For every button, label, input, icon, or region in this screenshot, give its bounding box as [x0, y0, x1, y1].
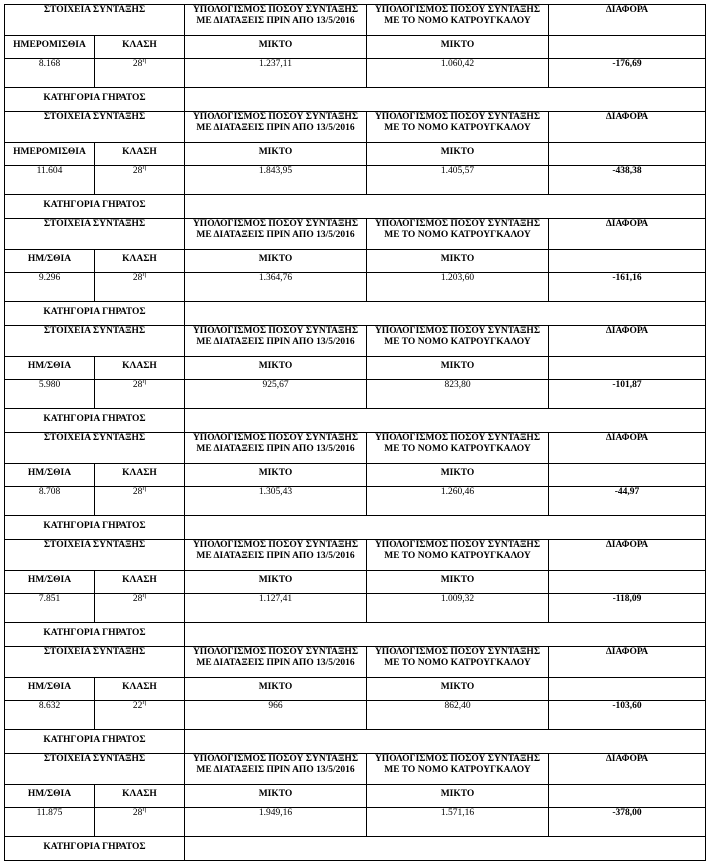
- class-label: ΚΛΑΣΗ: [122, 468, 157, 478]
- category-label: ΚΑΤΗΓΟΡΙΑ ΓΗΡΑΤΟΣ: [43, 842, 146, 852]
- calc-katrougkalos-header: [367, 754, 549, 785]
- diafora-header: [549, 540, 706, 571]
- difference-number: -44,97: [614, 487, 640, 497]
- category-empty-cell: [185, 516, 706, 540]
- wage-days-header: [5, 250, 95, 273]
- amount-before-value: [185, 808, 367, 837]
- wage-days-label: ΗΜ/ΣΘΙΑ: [27, 575, 72, 585]
- amount-before-number: 1.364,76: [258, 273, 293, 283]
- calc-katrougkalos-label: ΥΠΟΛΟΓΙΣΜΟΣ ΠΟΣΟΥ ΣΥΝΤΑΞΗΣ ΜΕ ΤΟ ΝΟΜΟ ΚΑΤΡΟΥΓΚΑΛΟΥ: [374, 754, 541, 775]
- calc-katrougkalos-header: [367, 540, 549, 571]
- difference-value: [549, 273, 706, 302]
- category-label: ΚΑΤΗΓΟΡΙΑ ΓΗΡΑΤΟΣ: [43, 628, 146, 638]
- block-subheader-row: [5, 571, 706, 594]
- wage-days-value: [5, 166, 95, 195]
- difference-value: [549, 487, 706, 516]
- category-empty-cell: [185, 730, 706, 754]
- stoixeia-syntaxis-header: [5, 326, 185, 357]
- class-value: [95, 166, 185, 195]
- block-header-row: [5, 433, 706, 464]
- empty-cell: [549, 357, 706, 380]
- wage-days-value: [5, 273, 95, 302]
- calc-katrougkalos-header: [367, 112, 549, 143]
- block-values-row: [5, 701, 706, 730]
- wage-days-header: [5, 785, 95, 808]
- block-subheader-row: [5, 250, 706, 273]
- mikto-after-label: ΜΙΚΤΟ: [440, 254, 475, 264]
- amount-before-value: [185, 380, 367, 409]
- category-label: ΚΑΤΗΓΟΡΙΑ ΓΗΡΑΤΟΣ: [43, 200, 146, 210]
- mikto-before-header: [185, 464, 367, 487]
- category-label: ΚΑΤΗΓΟΡΙΑ ΓΗΡΑΤΟΣ: [43, 93, 146, 103]
- block-subheader-row: [5, 143, 706, 166]
- calc-before-label: ΥΠΟΛΟΓΙΣΜΟΣ ΠΟΣΟΥ ΣΥΝΤΑΞΗΣ ΜΕ ΔΙΑΤΑΞΕΙΣ ΠΡΙΝ ΑΠΟ 13/5/2016: [192, 219, 359, 240]
- difference-value: [549, 59, 706, 88]
- wage-days-label: ΗΜΕΡΟΜΙΣΘΙΑ: [13, 147, 86, 157]
- amount-before-number: 966: [268, 701, 283, 711]
- stoixeia-syntaxis-label: ΣΤΟΙΧΕΙΑ ΣΥΝΤΑΞΗΣ: [43, 647, 146, 657]
- wage-days-number: 11.604: [36, 166, 63, 176]
- stoixeia-syntaxis-header: [5, 433, 185, 464]
- class-number: 22: [132, 701, 143, 711]
- wage-days-header: [5, 464, 95, 487]
- stoixeia-syntaxis-label: ΣΤΟΙΧΕΙΑ ΣΥΝΤΑΞΗΣ: [43, 112, 146, 122]
- empty-cell: [549, 143, 706, 166]
- category-label-cell: [5, 623, 185, 647]
- difference-value: [549, 701, 706, 730]
- block-subheader-row: [5, 464, 706, 487]
- wage-days-label: ΗΜ/ΣΘΙΑ: [27, 361, 72, 371]
- calc-katrougkalos-label: ΥΠΟΛΟΓΙΣΜΟΣ ΠΟΣΟΥ ΣΥΝΤΑΞΗΣ ΜΕ ΤΟ ΝΟΜΟ ΚΑΤΡΟΥΓΚΑΛΟΥ: [374, 112, 541, 133]
- wage-days-value: [5, 59, 95, 88]
- amount-before-value: [185, 487, 367, 516]
- class-label: ΚΛΑΣΗ: [122, 254, 157, 264]
- wage-days-number: 5.980: [38, 380, 61, 390]
- mikto-after-header: [367, 250, 549, 273]
- block-values-row: [5, 808, 706, 837]
- calc-before-header: [185, 112, 367, 143]
- category-empty-cell: [185, 837, 706, 861]
- amount-after-number: 862,40: [444, 701, 471, 711]
- class-ordinal-suffix: η: [142, 379, 147, 385]
- calc-before-label: ΥΠΟΛΟΓΙΣΜΟΣ ΠΟΣΟΥ ΣΥΝΤΑΞΗΣ ΜΕ ΔΙΑΤΑΞΕΙΣ ΠΡΙΝ ΑΠΟ 13/5/2016: [192, 540, 359, 561]
- mikto-before-header: [185, 250, 367, 273]
- difference-number: -378,00: [612, 808, 642, 818]
- difference-number: -161,16: [612, 273, 642, 283]
- amount-after-value: [367, 487, 549, 516]
- difference-number: -101,87: [612, 380, 642, 390]
- class-label: ΚΛΑΣΗ: [122, 789, 157, 799]
- class-number: 28: [132, 380, 143, 390]
- calc-katrougkalos-label: ΥΠΟΛΟΓΙΣΜΟΣ ΠΟΣΟΥ ΣΥΝΤΑΞΗΣ ΜΕ ΤΟ ΝΟΜΟ ΚΑΤΡΟΥΓΚΑΛΟΥ: [374, 219, 541, 240]
- calc-before-header: [185, 540, 367, 571]
- amount-before-value: [185, 273, 367, 302]
- wage-days-number: 11.875: [36, 808, 63, 818]
- amount-after-value: [367, 701, 549, 730]
- block-values-row: [5, 380, 706, 409]
- stoixeia-syntaxis-label: ΣΤΟΙΧΕΙΑ ΣΥΝΤΑΞΗΣ: [43, 5, 146, 15]
- category-label-cell: [5, 730, 185, 754]
- calc-before-label: ΥΠΟΛΟΓΙΣΜΟΣ ΠΟΣΟΥ ΣΥΝΤΑΞΗΣ ΜΕ ΔΙΑΤΑΞΕΙΣ ΠΡΙΝ ΑΠΟ 13/5/2016: [192, 433, 359, 454]
- class-label: ΚΛΑΣΗ: [122, 147, 157, 157]
- diafora-header: [549, 326, 706, 357]
- difference-number: -103,60: [612, 701, 642, 711]
- mikto-after-label: ΜΙΚΤΟ: [440, 361, 475, 371]
- category-label: ΚΑΤΗΓΟΡΙΑ ΓΗΡΑΤΟΣ: [43, 735, 146, 745]
- mikto-after-label: ΜΙΚΤΟ: [440, 575, 475, 585]
- calc-katrougkalos-label: ΥΠΟΛΟΓΙΣΜΟΣ ΠΟΣΟΥ ΣΥΝΤΑΞΗΣ ΜΕ ΤΟ ΝΟΜΟ ΚΑΤΡΟΥΓΚΑΛΟΥ: [374, 5, 541, 26]
- class-number: 28: [132, 487, 143, 497]
- amount-after-value: [367, 166, 549, 195]
- stoixeia-syntaxis-label: ΣΤΟΙΧΕΙΑ ΣΥΝΤΑΞΗΣ: [43, 326, 146, 336]
- mikto-before-label: ΜΙΚΤΟ: [258, 147, 293, 157]
- wage-days-header: [5, 678, 95, 701]
- mikto-before-label: ΜΙΚΤΟ: [258, 575, 293, 585]
- table-body: [5, 5, 706, 861]
- block-category-row: [5, 623, 706, 647]
- amount-before-number: 1.949,16: [258, 808, 293, 818]
- class-number: 28: [132, 166, 143, 176]
- calc-katrougkalos-label: ΥΠΟΛΟΓΙΣΜΟΣ ΠΟΣΟΥ ΣΥΝΤΑΞΗΣ ΜΕ ΤΟ ΝΟΜΟ ΚΑΤΡΟΥΓΚΑΛΟΥ: [374, 326, 541, 347]
- amount-after-value: [367, 380, 549, 409]
- diafora-header: [549, 112, 706, 143]
- class-header: [95, 571, 185, 594]
- category-empty-cell: [185, 302, 706, 326]
- block-subheader-row: [5, 678, 706, 701]
- empty-cell: [549, 678, 706, 701]
- mikto-before-label: ΜΙΚΤΟ: [258, 254, 293, 264]
- category-label-cell: [5, 88, 185, 112]
- amount-after-value: [367, 59, 549, 88]
- diafora-header: [549, 647, 706, 678]
- category-empty-cell: [185, 195, 706, 219]
- stoixeia-syntaxis-label: ΣΤΟΙΧΕΙΑ ΣΥΝΤΑΞΗΣ: [43, 754, 146, 764]
- calc-katrougkalos-label: ΥΠΟΛΟΓΙΣΜΟΣ ΠΟΣΟΥ ΣΥΝΤΑΞΗΣ ΜΕ ΤΟ ΝΟΜΟ ΚΑΤΡΟΥΓΚΑΛΟΥ: [374, 540, 541, 561]
- class-value: [95, 273, 185, 302]
- class-value: [95, 487, 185, 516]
- category-label-cell: [5, 302, 185, 326]
- calc-before-label: ΥΠΟΛΟΓΙΣΜΟΣ ΠΟΣΟΥ ΣΥΝΤΑΞΗΣ ΜΕ ΔΙΑΤΑΞΕΙΣ ΠΡΙΝ ΑΠΟ 13/5/2016: [192, 647, 359, 668]
- block-subheader-row: [5, 36, 706, 59]
- block-category-row: [5, 516, 706, 540]
- class-label: ΚΛΑΣΗ: [122, 361, 157, 371]
- class-number: 28: [132, 273, 143, 283]
- mikto-before-label: ΜΙΚΤΟ: [258, 789, 293, 799]
- amount-before-number: 1.305,43: [258, 487, 293, 497]
- class-number: 28: [132, 808, 143, 818]
- class-header: [95, 36, 185, 59]
- wage-days-header: [5, 143, 95, 166]
- diafora-header: [549, 433, 706, 464]
- difference-number: -118,09: [612, 594, 642, 604]
- difference-value: [549, 808, 706, 837]
- class-label: ΚΛΑΣΗ: [122, 40, 157, 50]
- mikto-after-label: ΜΙΚΤΟ: [440, 789, 475, 799]
- amount-after-number: 1.405,57: [440, 166, 475, 176]
- class-ordinal-suffix: η: [142, 700, 147, 706]
- wage-days-number: 9.296: [38, 273, 61, 283]
- mikto-before-header: [185, 571, 367, 594]
- mikto-before-header: [185, 357, 367, 380]
- mikto-after-header: [367, 571, 549, 594]
- amount-before-number: 1.843,95: [258, 166, 293, 176]
- empty-cell: [549, 785, 706, 808]
- category-label: ΚΑΤΗΓΟΡΙΑ ΓΗΡΑΤΟΣ: [43, 521, 146, 531]
- wage-days-header: [5, 36, 95, 59]
- calc-katrougkalos-header: [367, 219, 549, 250]
- stoixeia-syntaxis-header: [5, 219, 185, 250]
- class-header: [95, 143, 185, 166]
- empty-cell: [549, 36, 706, 59]
- calc-before-label: ΥΠΟΛΟΓΙΣΜΟΣ ΠΟΣΟΥ ΣΥΝΤΑΞΗΣ ΜΕ ΔΙΑΤΑΞΕΙΣ ΠΡΙΝ ΑΠΟ 13/5/2016: [192, 754, 359, 775]
- wage-days-number: 8.168: [38, 59, 61, 69]
- pension-comparison-table: [4, 4, 706, 861]
- mikto-before-label: ΜΙΚΤΟ: [258, 682, 293, 692]
- block-subheader-row: [5, 785, 706, 808]
- amount-after-number: 1.060,42: [440, 59, 475, 69]
- class-ordinal-suffix: η: [142, 486, 147, 492]
- category-label-cell: [5, 409, 185, 433]
- category-label-cell: [5, 837, 185, 861]
- block-category-row: [5, 302, 706, 326]
- block-header-row: [5, 219, 706, 250]
- block-category-row: [5, 409, 706, 433]
- empty-cell: [549, 571, 706, 594]
- wage-days-number: 7.851: [38, 594, 61, 604]
- block-values-row: [5, 273, 706, 302]
- amount-before-value: [185, 166, 367, 195]
- diafora-label: ΔΙΑΦΟΡΑ: [605, 433, 649, 443]
- amount-after-number: 1.571,16: [440, 808, 475, 818]
- diafora-label: ΔΙΑΦΟΡΑ: [605, 5, 649, 15]
- wage-days-label: ΗΜ/ΣΘΙΑ: [27, 468, 72, 478]
- mikto-after-header: [367, 464, 549, 487]
- stoixeia-syntaxis-label: ΣΤΟΙΧΕΙΑ ΣΥΝΤΑΞΗΣ: [43, 219, 146, 229]
- calc-katrougkalos-header: [367, 647, 549, 678]
- block-values-row: [5, 594, 706, 623]
- calc-before-label: ΥΠΟΛΟΓΙΣΜΟΣ ΠΟΣΟΥ ΣΥΝΤΑΞΗΣ ΜΕ ΔΙΑΤΑΞΕΙΣ ΠΡΙΝ ΑΠΟ 13/5/2016: [192, 112, 359, 133]
- wage-days-number: 8.632: [38, 701, 61, 711]
- calc-before-header: [185, 219, 367, 250]
- class-ordinal-suffix: η: [142, 272, 147, 278]
- class-number: 28: [132, 59, 143, 69]
- empty-cell: [549, 464, 706, 487]
- amount-after-number: 1.009,32: [440, 594, 475, 604]
- wage-days-number: 8.708: [38, 487, 61, 497]
- class-ordinal-suffix: η: [142, 807, 147, 813]
- calc-before-label: ΥΠΟΛΟΓΙΣΜΟΣ ΠΟΣΟΥ ΣΥΝΤΑΞΗΣ ΜΕ ΔΙΑΤΑΞΕΙΣ ΠΡΙΝ ΑΠΟ 13/5/2016: [192, 5, 359, 26]
- stoixeia-syntaxis-header: [5, 754, 185, 785]
- calc-before-header: [185, 754, 367, 785]
- category-label-cell: [5, 516, 185, 540]
- class-ordinal-suffix: η: [142, 593, 147, 599]
- class-value: [95, 594, 185, 623]
- calc-katrougkalos-header: [367, 5, 549, 36]
- class-ordinal-suffix: η: [142, 165, 147, 171]
- class-label: ΚΛΑΣΗ: [122, 682, 157, 692]
- mikto-before-header: [185, 36, 367, 59]
- class-value: [95, 59, 185, 88]
- mikto-after-header: [367, 357, 549, 380]
- calc-katrougkalos-label: ΥΠΟΛΟΓΙΣΜΟΣ ΠΟΣΟΥ ΣΥΝΤΑΞΗΣ ΜΕ ΤΟ ΝΟΜΟ ΚΑΤΡΟΥΓΚΑΛΟΥ: [374, 433, 541, 454]
- amount-before-value: [185, 594, 367, 623]
- category-empty-cell: [185, 88, 706, 112]
- class-header: [95, 250, 185, 273]
- mikto-before-header: [185, 143, 367, 166]
- diafora-label: ΔΙΑΦΟΡΑ: [605, 326, 649, 336]
- wage-days-header: [5, 357, 95, 380]
- wage-days-value: [5, 380, 95, 409]
- wage-days-value: [5, 701, 95, 730]
- diafora-header: [549, 219, 706, 250]
- wage-days-label: ΗΜ/ΣΘΙΑ: [27, 254, 72, 264]
- wage-days-header: [5, 571, 95, 594]
- amount-before-number: 925,67: [262, 380, 289, 390]
- diafora-header: [549, 5, 706, 36]
- amount-before-number: 1.237,11: [259, 59, 292, 69]
- calc-before-header: [185, 433, 367, 464]
- block-values-row: [5, 166, 706, 195]
- diafora-label: ΔΙΑΦΟΡΑ: [605, 754, 649, 764]
- difference-number: -438,38: [612, 166, 642, 176]
- category-label: ΚΑΤΗΓΟΡΙΑ ΓΗΡΑΤΟΣ: [43, 307, 146, 317]
- stoixeia-syntaxis-header: [5, 5, 185, 36]
- block-header-row: [5, 5, 706, 36]
- class-ordinal-suffix: η: [142, 58, 147, 64]
- stoixeia-syntaxis-header: [5, 540, 185, 571]
- diafora-header: [549, 754, 706, 785]
- block-header-row: [5, 112, 706, 143]
- amount-after-value: [367, 808, 549, 837]
- class-value: [95, 808, 185, 837]
- amount-after-value: [367, 273, 549, 302]
- mikto-after-header: [367, 678, 549, 701]
- block-header-row: [5, 647, 706, 678]
- wage-days-label: ΗΜ/ΣΘΙΑ: [27, 682, 72, 692]
- category-empty-cell: [185, 623, 706, 647]
- mikto-after-label: ΜΙΚΤΟ: [440, 682, 475, 692]
- block-header-row: [5, 754, 706, 785]
- block-header-row: [5, 326, 706, 357]
- difference-value: [549, 166, 706, 195]
- category-empty-cell: [185, 409, 706, 433]
- mikto-before-header: [185, 785, 367, 808]
- stoixeia-syntaxis-header: [5, 647, 185, 678]
- amount-before-number: 1.127,41: [258, 594, 293, 604]
- diafora-label: ΔΙΑΦΟΡΑ: [605, 647, 649, 657]
- block-category-row: [5, 837, 706, 861]
- mikto-after-header: [367, 785, 549, 808]
- mikto-before-label: ΜΙΚΤΟ: [258, 40, 293, 50]
- calc-before-header: [185, 326, 367, 357]
- class-value: [95, 701, 185, 730]
- stoixeia-syntaxis-label: ΣΤΟΙΧΕΙΑ ΣΥΝΤΑΞΗΣ: [43, 540, 146, 550]
- class-label: ΚΛΑΣΗ: [122, 575, 157, 585]
- block-category-row: [5, 195, 706, 219]
- diafora-label: ΔΙΑΦΟΡΑ: [605, 540, 649, 550]
- amount-before-value: [185, 701, 367, 730]
- block-category-row: [5, 88, 706, 112]
- mikto-after-label: ΜΙΚΤΟ: [440, 468, 475, 478]
- calc-before-header: [185, 5, 367, 36]
- calc-katrougkalos-header: [367, 433, 549, 464]
- amount-before-value: [185, 59, 367, 88]
- calc-before-label: ΥΠΟΛΟΓΙΣΜΟΣ ΠΟΣΟΥ ΣΥΝΤΑΞΗΣ ΜΕ ΔΙΑΤΑΞΕΙΣ ΠΡΙΝ ΑΠΟ 13/5/2016: [192, 326, 359, 347]
- wage-days-value: [5, 487, 95, 516]
- amount-after-number: 823,80: [444, 380, 471, 390]
- class-value: [95, 380, 185, 409]
- difference-value: [549, 380, 706, 409]
- class-header: [95, 785, 185, 808]
- empty-cell: [549, 250, 706, 273]
- wage-days-label: ΗΜΕΡΟΜΙΣΘΙΑ: [13, 40, 86, 50]
- diafora-label: ΔΙΑΦΟΡΑ: [605, 112, 649, 122]
- calc-katrougkalos-header: [367, 326, 549, 357]
- wage-days-value: [5, 808, 95, 837]
- category-label-cell: [5, 195, 185, 219]
- mikto-after-label: ΜΙΚΤΟ: [440, 40, 475, 50]
- amount-after-number: 1.260,46: [440, 487, 475, 497]
- calc-katrougkalos-label: ΥΠΟΛΟΓΙΣΜΟΣ ΠΟΣΟΥ ΣΥΝΤΑΞΗΣ ΜΕ ΤΟ ΝΟΜΟ ΚΑΤΡΟΥΓΚΑΛΟΥ: [374, 647, 541, 668]
- mikto-before-label: ΜΙΚΤΟ: [258, 468, 293, 478]
- mikto-after-header: [367, 36, 549, 59]
- block-header-row: [5, 540, 706, 571]
- class-header: [95, 357, 185, 380]
- amount-after-value: [367, 594, 549, 623]
- class-number: 28: [132, 594, 143, 604]
- calc-before-header: [185, 647, 367, 678]
- stoixeia-syntaxis-label: ΣΤΟΙΧΕΙΑ ΣΥΝΤΑΞΗΣ: [43, 433, 146, 443]
- block-subheader-row: [5, 357, 706, 380]
- mikto-after-header: [367, 143, 549, 166]
- stoixeia-syntaxis-header: [5, 112, 185, 143]
- wage-days-label: ΗΜ/ΣΘΙΑ: [27, 789, 72, 799]
- mikto-after-label: ΜΙΚΤΟ: [440, 147, 475, 157]
- block-category-row: [5, 730, 706, 754]
- class-header: [95, 464, 185, 487]
- block-values-row: [5, 487, 706, 516]
- mikto-before-header: [185, 678, 367, 701]
- mikto-before-label: ΜΙΚΤΟ: [258, 361, 293, 371]
- amount-after-number: 1.203,60: [440, 273, 475, 283]
- diafora-label: ΔΙΑΦΟΡΑ: [605, 219, 649, 229]
- difference-number: -176,69: [612, 59, 642, 69]
- block-values-row: [5, 59, 706, 88]
- wage-days-value: [5, 594, 95, 623]
- difference-value: [549, 594, 706, 623]
- category-label: ΚΑΤΗΓΟΡΙΑ ΓΗΡΑΤΟΣ: [43, 414, 146, 424]
- class-header: [95, 678, 185, 701]
